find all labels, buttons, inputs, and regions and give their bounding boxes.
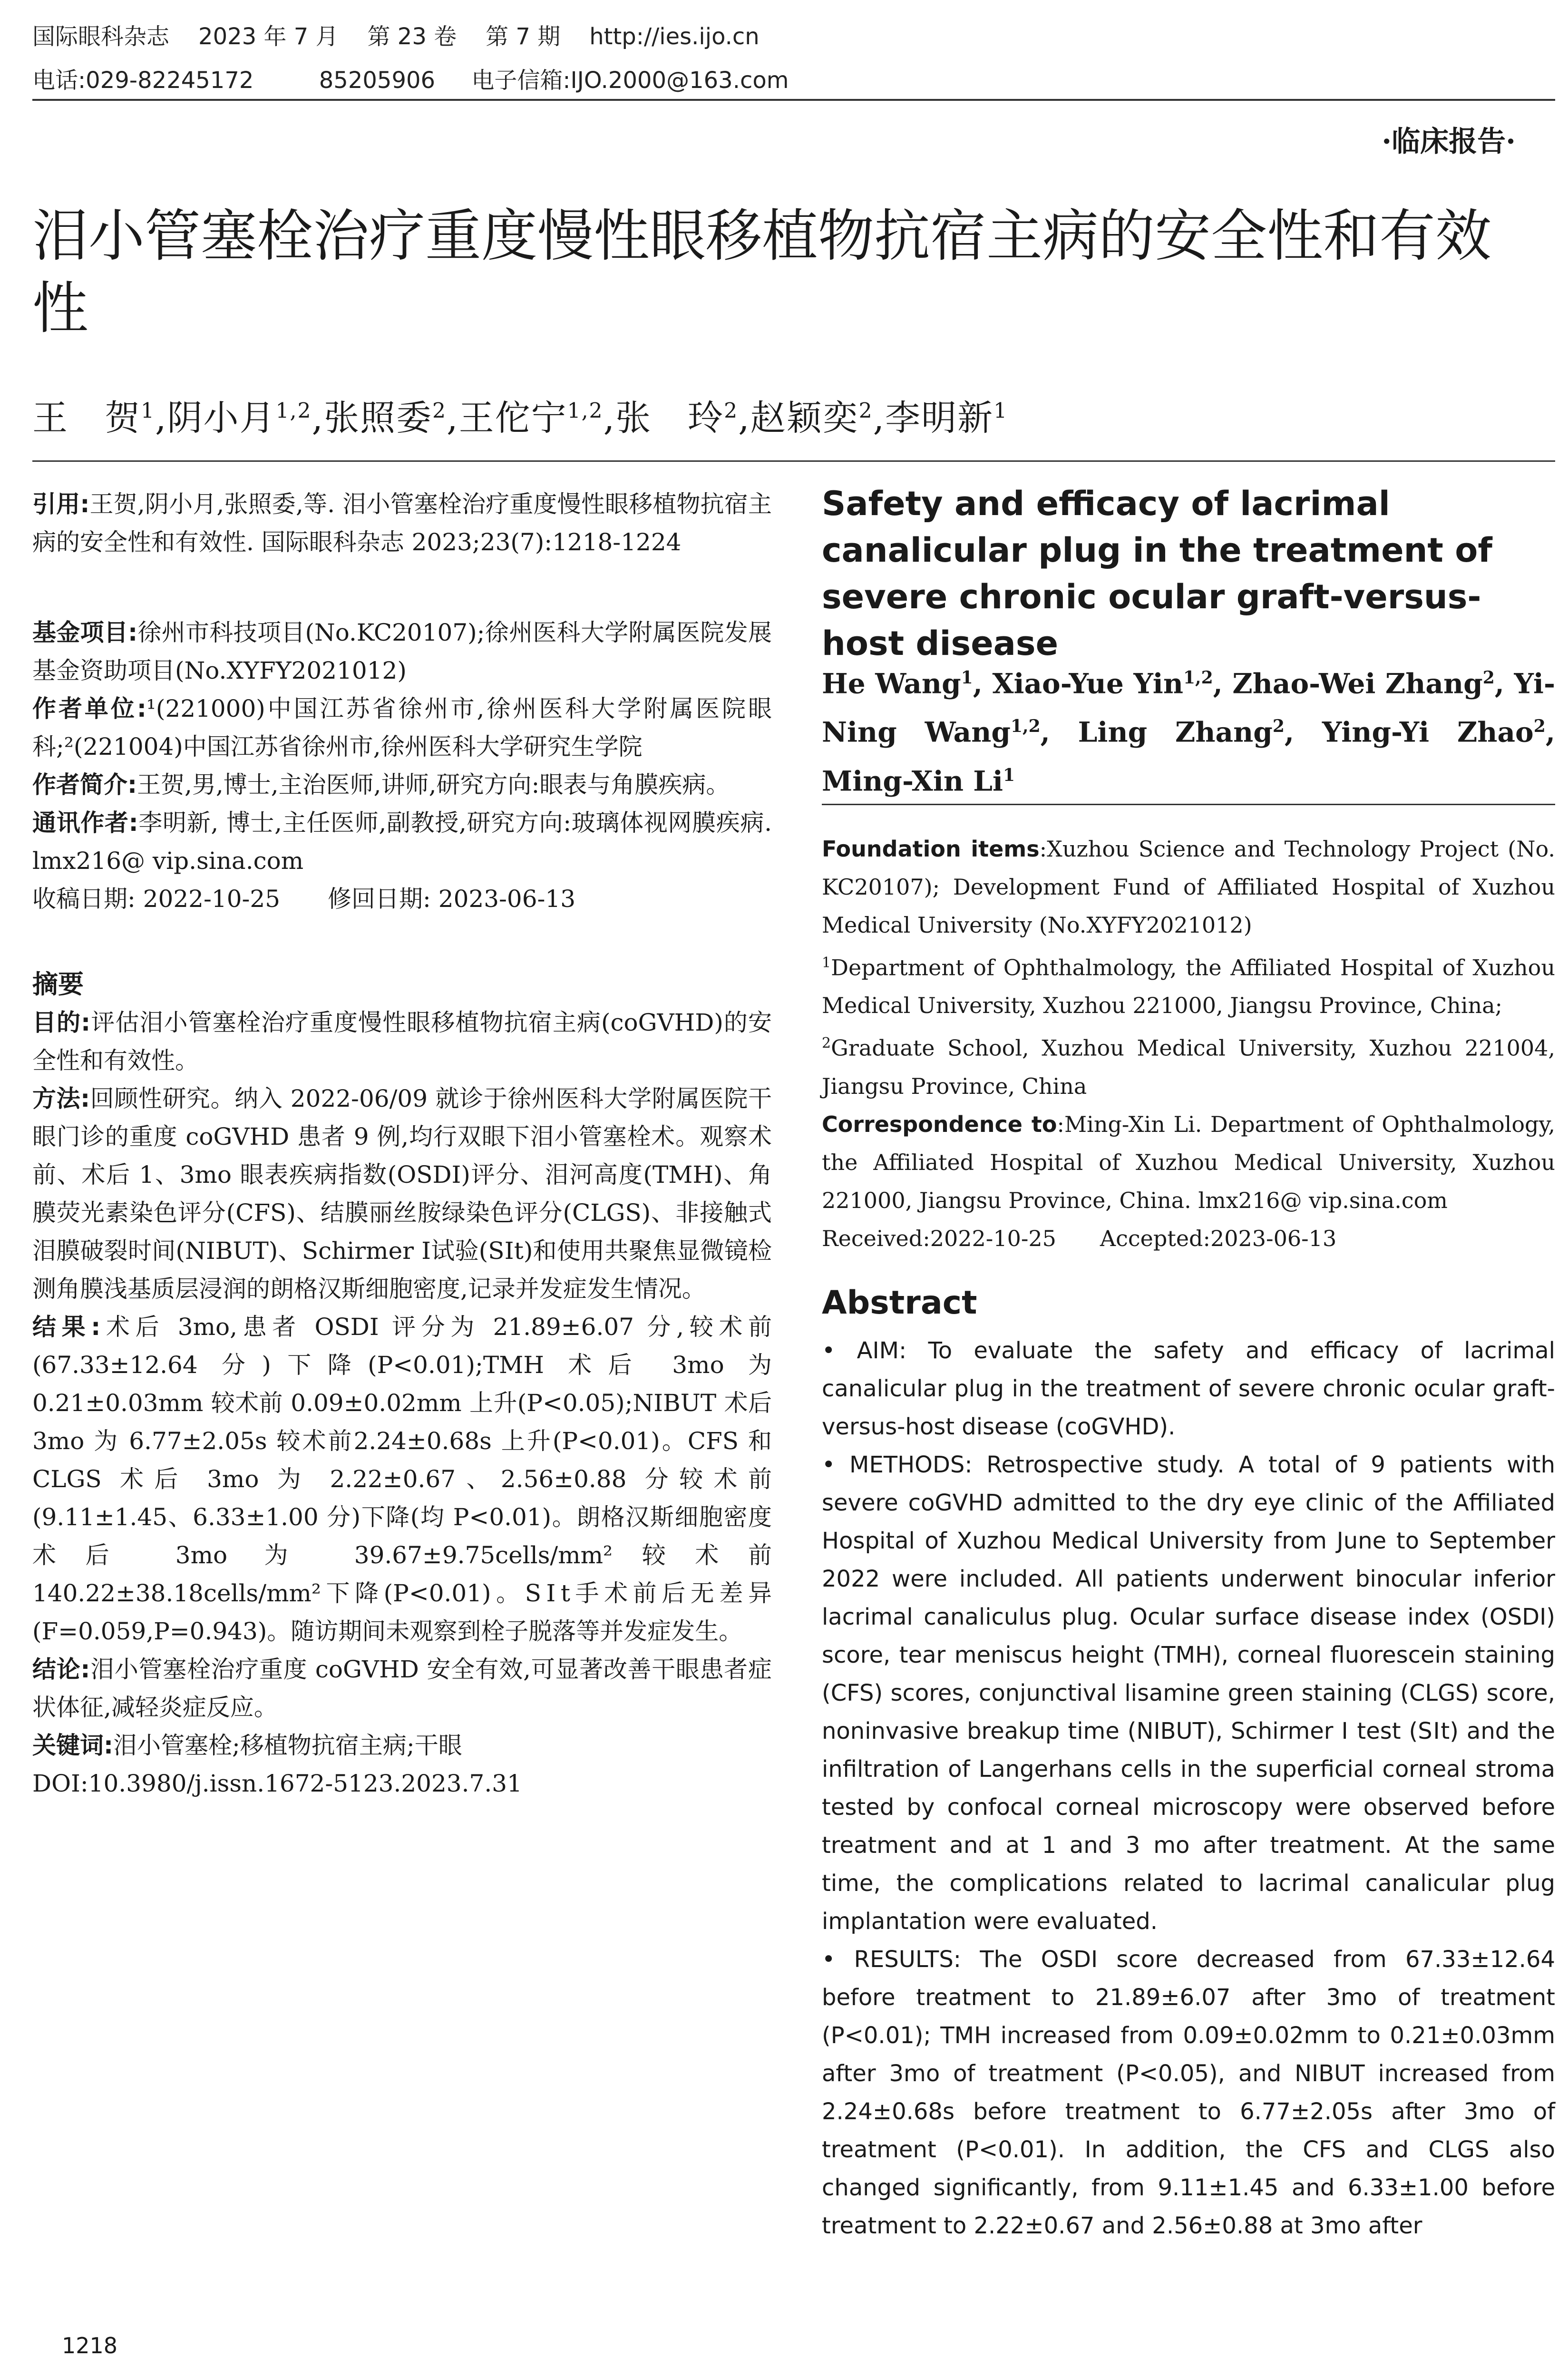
article-title: 泪小管塞栓治疗重度慢性眼移植物抗宿主病的安全性和有效性 [32, 203, 1492, 341]
results-text: 术后 3mo,患者 OSDI 评分为 21.89±6.07 分,较术前(67.33±12.64 分)下降(P<0.01);TMH 术后 3mo 为 0.21±0.03mm 较术前 0.09±0.02mm 上升(P<0.05);NIBUT 术后 3mo 为 6.77±2.05s 较术前2.24±0.68s 上升(P<0.01)。CFS 和 CLGS 术后 3mo 为 2.22±0.67、2.56±0.88 分较术前(9.11±1.45、6.33±1.00 分)下降(均 P<0.01)。朗格汉斯细胞密度术后 3mo 为 39.67±9.75cells/mm²较术前 140.22±38.18cells/mm²下降(P<0.01)。SⅠt手术前后无差异(F=0.059,P=0.943)。随访期间未观察到栓子脱落等并发症发生。 [32, 1313, 772, 1645]
author-affiliation-sup: 1,2 [275, 399, 312, 423]
aim-en: • AIM: To evaluate the safety and efficacy of lacrimal canalicular plug in the treatment of severe chronic ocular graft-versus-host disease (coGVHD). [822, 1337, 1555, 1440]
correspondence-label: Correspondence to [822, 1111, 1057, 1137]
keywords-label: 关键词: [32, 1732, 113, 1759]
author-affiliation-sup: 2 [858, 399, 873, 423]
methods-zh [32, 1080, 772, 1308]
author-affiliation-sup: 1 [1003, 765, 1015, 785]
corr-text: 李明新, 博士,主任医师,副教授,研究方向:玻璃体视网膜疾病. lmx216@ vip.sina.com [32, 809, 772, 875]
citation-label: 引用: [32, 490, 90, 518]
received-accepted: Received:2022-10-25 Accepted:2023-06-13 [822, 1225, 1337, 1251]
author-name: 李明新 [885, 398, 994, 438]
foundation-text: :Xuzhou Science and Technology Project (No. KC20107); Development Fund of Affiliated Hospital of Xuzhou Medical University (No.XYFY2021012) [822, 836, 1556, 938]
author-affiliation-sup: 1,2 [1010, 716, 1041, 737]
author-bio [32, 766, 772, 804]
author-name: 赵颖奕 [750, 398, 859, 438]
english-author-list: He Wang$^1$, Xiao-Yue Yin$^{1,2}$, Zhao-Wei Zhang$^2$, Yi-Ning Wang$^{1,2}$, Ling Zhang$^2$, Ying-Yi Zhao$^2$, Ming-Xin Li$^1$ [822, 667, 1556, 797]
bio-text: 王贺,男,博士,主治医师,讲师,研究方向:眼表与角膜疾病。 [137, 771, 730, 799]
author-name: He Wang [822, 667, 961, 700]
author-name: 王 贺 [32, 398, 141, 438]
author-affiliation-sup: 2 [724, 399, 739, 423]
correspondence [822, 1105, 1555, 1219]
fund-text: 徐州市科技项目(No.KC20107);徐州医科大学附属医院发展基金资助项目(No.XYFY2021012) [32, 619, 772, 684]
results-zh [32, 1308, 772, 1650]
section-tag: ·临床报告· [1382, 125, 1516, 158]
page-number: 1218 [62, 2333, 118, 2358]
correspondence-text: :Ming-Xin Li. Department of Ophthalmology, the Affiliated Hospital of Xuzhou Medical University, Xuzhou 221000, Jiangsu Province, China. lmx216@ vip.sina.com [822, 1111, 1555, 1213]
journal-header-line2: 电话:029-82245172 85205906 电子信箱:IJO.2000@163.com [32, 67, 789, 94]
methods-en: • METHODS: Retrospective study. A total of 9 patients with severe coGVHD admitted to the dry eye clinic of the Affiliated Hospital of Xuzhou Medical University from June to September 2022 were included. All patients underwent binocular inferior lacrimal canaliculus plug. Ocular surface disease index (OSDI) score, tear meniscus height (TMH), corneal fluorescein staining (CFS) scores, conjunctival lisamine green staining (CLGS) score, noninvasive breakup time (NIBUT), Schirmer Ⅰ test (SⅠt) and the infiltration of Langerhans cells in the superficial corneal stroma tested by confocal corneal microscopy were observed before treatment and at 1 and 3 mo after treatment. At the same time, the complications related to lacrimal canalicular plug implantation were evaluated. [822, 1452, 1555, 1935]
author-name: 张 玲 [615, 398, 724, 438]
citation [32, 485, 772, 561]
results-en: • RESULTS: The OSDI score decreased from 67.33±12.64 before treatment to 21.89±6.07 after 3mo of treatment (P<0.01); TMH increased from 0.09±0.02mm to 0.21±0.03mm after 3mo of treatment (P<0.05), and NIBUT increased from 2.24±0.68s before treatment to 6.77±2.05s after 3mo of treatment (P<0.01). In addition, the CFS and CLGS also changed significantly, from 9.11±1.45 and 6.33±1.00 before treatment to 2.22±0.67 and 2.56±0.88 at 3mo after [822, 1946, 1555, 2239]
author-affiliation-sup: 1 [993, 399, 1008, 423]
author-affiliation-sup: 2 [1533, 716, 1546, 737]
corresponding-author [32, 804, 772, 880]
conclusion-zh [32, 1650, 772, 1726]
left-column [32, 485, 772, 1802]
unit-label: 作者单位: [32, 695, 146, 722]
department-2-text: Graduate School, Xuzhou Medical University, Xuzhou 221004, Jiangsu Province, China [822, 1035, 1555, 1099]
abstract-heading-en: Abstract [822, 1284, 977, 1322]
unit-text: ¹(221000)中国江苏省徐州市,徐州医科大学附属医院眼科;²(221004)中国江苏省徐州市,徐州医科大学研究生学院 [32, 695, 772, 760]
author-name: Xiao-Yue Yin [992, 667, 1183, 700]
author-name: Ying-Yi Zhao [1322, 716, 1534, 749]
author-name: 张照委 [324, 398, 433, 438]
department-2: $^2$Graduate School, Xuzhou Medical University, Xuzhou 221004, Jiangsu Province, China [822, 1035, 1555, 1099]
methods-label: 方法: [32, 1085, 90, 1112]
author-affiliation-sup: 2 [1272, 716, 1285, 737]
author-name: Ming-Xin Li [822, 764, 1003, 797]
author-name: Zhao-Wei Zhang [1232, 667, 1483, 700]
author-name: Ling Zhang [1078, 716, 1273, 749]
keywords-zh [32, 1726, 772, 1764]
author-unit [32, 690, 772, 766]
english-authors-rule [822, 804, 1555, 805]
fund [32, 614, 772, 690]
foundation-label: Foundation items [822, 836, 1040, 862]
author-affiliation-sup: 1 [141, 399, 155, 423]
author-affiliation-sup: 1,2 [567, 399, 604, 423]
conclusion-label: 结论: [32, 1656, 90, 1683]
author-name: 王佗宁 [458, 398, 567, 438]
english-abstract [822, 1332, 1555, 2245]
fund-label: 基金项目: [32, 619, 138, 646]
keywords-text: 泪小管塞栓;移植物抗宿主病;干眼 [113, 1732, 462, 1759]
author-list: 王 贺$^1$,阴小月$^{1,2}$,张照委$^2$,王佗宁$^{1,2}$,张 玲$^2$,赵颖奕$^2$,李明新$^1$ [32, 398, 1008, 438]
author-affiliation-sup: 1,2 [1183, 668, 1213, 688]
aim-zh [32, 1003, 772, 1080]
author-affiliation-sup: 1 [961, 668, 973, 688]
aim-text: 评估泪小管塞栓治疗重度慢性眼移植物抗宿主病(coGVHD)的安全性和有效性。 [32, 1009, 772, 1074]
title-rule [32, 460, 1555, 462]
corr-label: 通讯作者: [32, 809, 138, 837]
english-meta [822, 830, 1555, 1257]
journal-header-line1: 国际眼科杂志 2023 年 7 月 第 23 卷 第 7 期 http://ies.ijo.cn [32, 23, 760, 50]
author-affiliation-sup: 2 [1482, 668, 1495, 688]
aim-label: 目的: [32, 1009, 91, 1036]
header-rule [32, 99, 1555, 101]
citation-text: 王贺,阴小月,张照委,等. 泪小管塞栓治疗重度慢性眼移植物抗宿主病的安全性和有效性. 国际眼科杂志 2023;23(7):1218-1224 [32, 490, 772, 556]
abstract-heading-zh: 摘要 [32, 969, 84, 999]
doi: DOI:10.3980/j.issn.1672-5123.2023.7.31 [32, 1770, 522, 1797]
author-name: Yi-Ning Wang [822, 667, 1556, 749]
department-1: $^1$Department of Ophthalmology, the Affiliated Hospital of Xuzhou Medical University, Xuzhou 221000, Jiangsu Province, China; [822, 955, 1555, 1019]
department-1-text: Department of Ophthalmology, the Affiliated Hospital of Xuzhou Medical University, Xuzhou 221000, Jiangsu Province, China; [822, 955, 1555, 1019]
received-dates: 收稿日期: 2022-10-25 修回日期: 2023-06-13 [32, 885, 576, 913]
bio-label: 作者简介: [32, 771, 137, 799]
foundation-items [822, 830, 1555, 944]
author-name: 阴小月 [167, 398, 276, 438]
methods-text: 回顾性研究。纳入 2022-06/09 就诊于徐州医科大学附属医院干眼门诊的重度 coGVHD 患者 9 例,均行双眼下泪小管塞栓术。观察术前、术后 1、3mo 眼表疾病指数(OSDI)评分、泪河高度(TMH)、角膜荧光素染色评分(CFS)、结膜丽丝胺绿染色评分(CLGS)、非接触式泪膜破裂时间(NIBUT)、Schirmer Ⅰ试验(SⅠt)和使用共聚焦显微镜检测角膜浅基质层浸润的朗格汉斯细胞密度,记录并发症发生情况。 [32, 1085, 772, 1303]
conclusion-text: 泪小管塞栓治疗重度 coGVHD 安全有效,可显著改善干眼患者症状体征,减轻炎症反应。 [32, 1656, 772, 1721]
english-title: Safety and efficacy of lacrimal canalicular plug in the treatment of severe chronic ocular graft-versus-host disease [822, 484, 1492, 663]
author-affiliation-sup: 2 [432, 399, 447, 423]
results-label: 结果: [32, 1313, 101, 1341]
